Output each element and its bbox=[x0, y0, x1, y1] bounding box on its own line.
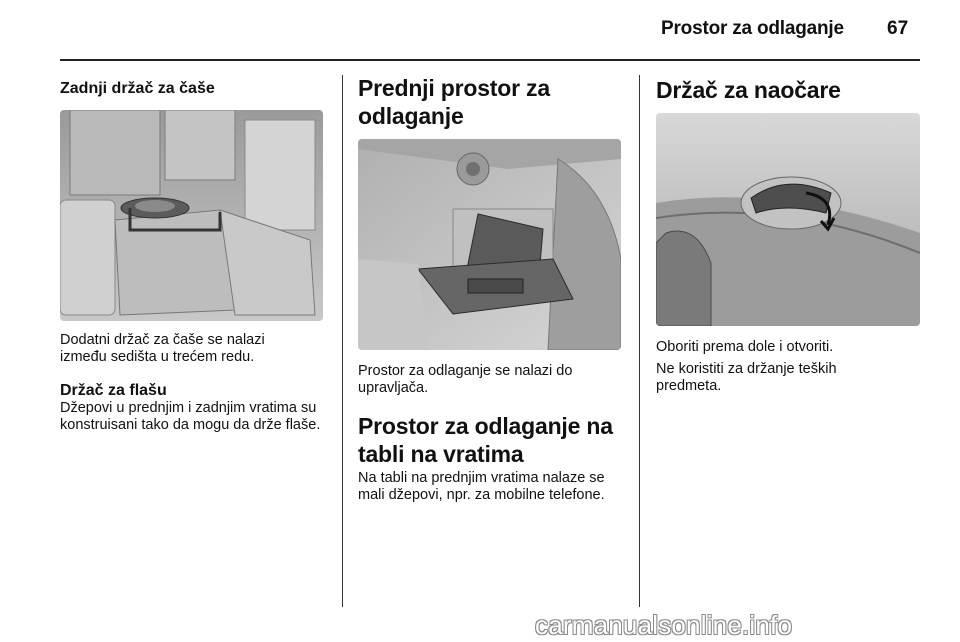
paragraph-door-storage: Na tabli na prednjim vratima nalaze se mali džepovi, npr. za mobilne telefone. bbox=[358, 470, 605, 503]
column-divider-2 bbox=[639, 75, 640, 607]
paragraph-front-storage: Prostor za odlaganje se nalazi do upravljača. bbox=[358, 363, 573, 396]
page-header-title: Prostor za odlaganje bbox=[661, 18, 844, 39]
paragraph-bottle-holder: Džepovi u prednjim i zadnjim vratima su konstruisani tako da mogu da drže flaše. bbox=[60, 400, 321, 433]
section-heading-door-storage: Prostor za odlaganje na tabli na vratima bbox=[358, 413, 613, 467]
figure-glasses-holder bbox=[656, 113, 920, 326]
column-divider-1 bbox=[342, 75, 343, 607]
paragraph-glasses-holder-warning: Ne koristiti za držanje teških predmeta. bbox=[656, 361, 837, 394]
paragraph-rear-cupholder: Dodatni držač za čaše se nalazi između sedišta u trećem redu. bbox=[60, 332, 265, 365]
header-rule bbox=[60, 59, 920, 61]
figure-rear-cupholder bbox=[60, 110, 323, 321]
section-heading-front-storage: Prednji prostor za odlaganje bbox=[358, 75, 550, 129]
column-front-storage bbox=[358, 74, 622, 504]
section-heading-rear-cupholder: Zadnji držač za čaše bbox=[60, 80, 215, 97]
column-glasses-holder bbox=[656, 74, 922, 395]
paragraph-glasses-holder-open: Oboriti prema dole i otvoriti. bbox=[656, 339, 834, 355]
watermark: carmanualsonline.info bbox=[535, 610, 793, 640]
column-rear-cupholder bbox=[60, 74, 328, 434]
figure-front-storage bbox=[358, 139, 621, 350]
page-number: 67 bbox=[887, 18, 909, 39]
section-heading-glasses-holder: Držač za naočare bbox=[656, 77, 841, 103]
subheading-bottle-holder: Držač za flašu bbox=[60, 382, 167, 399]
